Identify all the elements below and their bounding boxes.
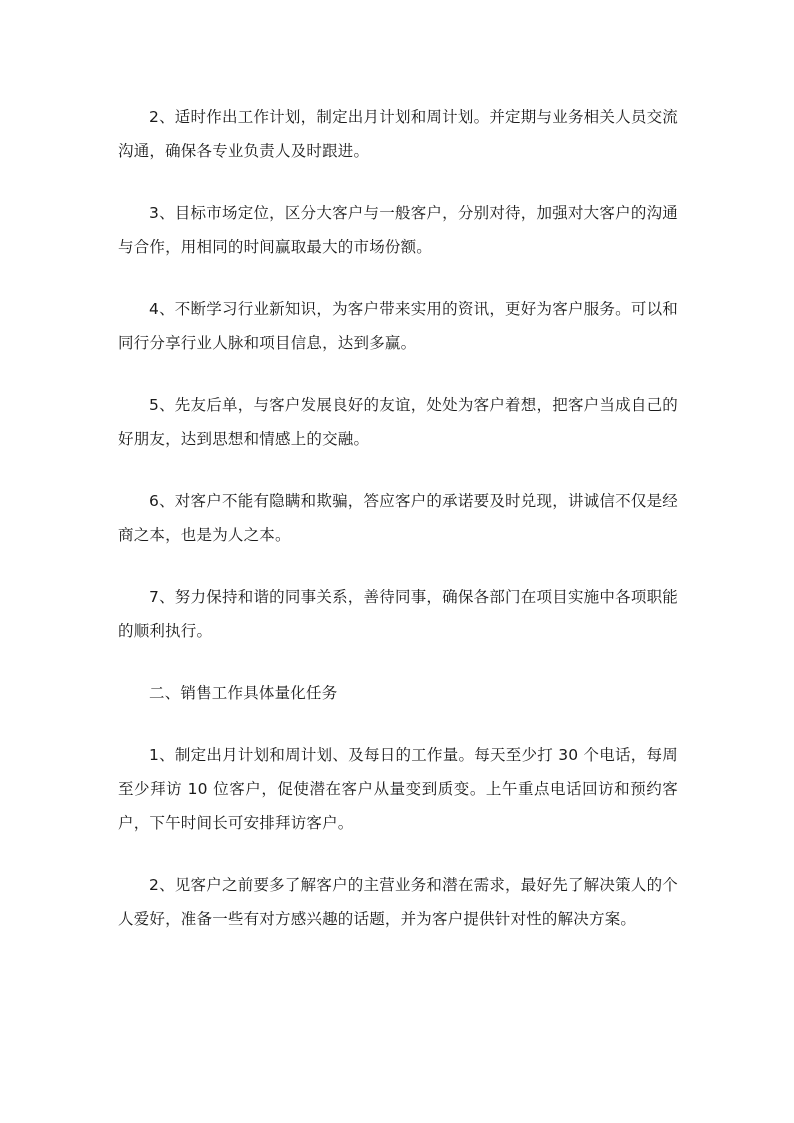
paragraph-item-5: 5、先友后单，与客户发展良好的友谊，处处为客户着想，把客户当成自己的好朋友，达到思想和情感上的交融。 [118, 396, 678, 448]
paragraph-item-6: 6、对客户不能有隐瞒和欺骗，答应客户的承诺要及时兑现，讲诚信不仅是经商之本，也是为人之本。 [118, 492, 678, 544]
paragraph-item-3: 3、目标市场定位，区分大客户与一般客户，分别对待，加强对大客户的沟通与合作，用相同的时间赢取最大的市场份额。 [118, 204, 678, 256]
paragraph-item-4: 4、不断学习行业新知识，为客户带来实用的资讯，更好为客户服务。可以和同行分享行业人脉和项目信息，达到多赢。 [118, 300, 678, 352]
paragraph-item-7: 7、努力保持和谐的同事关系，善待同事，确保各部门在项目实施中各项职能的顺利执行。 [118, 588, 678, 640]
task-item-1: 1、制定出月计划和周计划、及每日的工作量。每天至少打 30 个电话，每周至少拜访 10 位客户，促使潜在客户从量变到质变。上午重点电话回访和预约客户，下午时间长可安排拜访客户。 [118, 746, 678, 832]
paragraph-item-2: 2、适时作出工作计划，制定出月计划和周计划。并定期与业务相关人员交流沟通，确保各专业负责人及时跟进。 [118, 108, 678, 160]
task-item-2: 2、见客户之前要多了解客户的主营业务和潜在需求，最好先了解决策人的个人爱好，准备一些有对方感兴趣的话题，并为客户提供针对性的解决方案。 [118, 876, 678, 928]
document-body [118, 100, 678, 964]
section-heading: 二、销售工作具体量化任务 [149, 684, 338, 702]
